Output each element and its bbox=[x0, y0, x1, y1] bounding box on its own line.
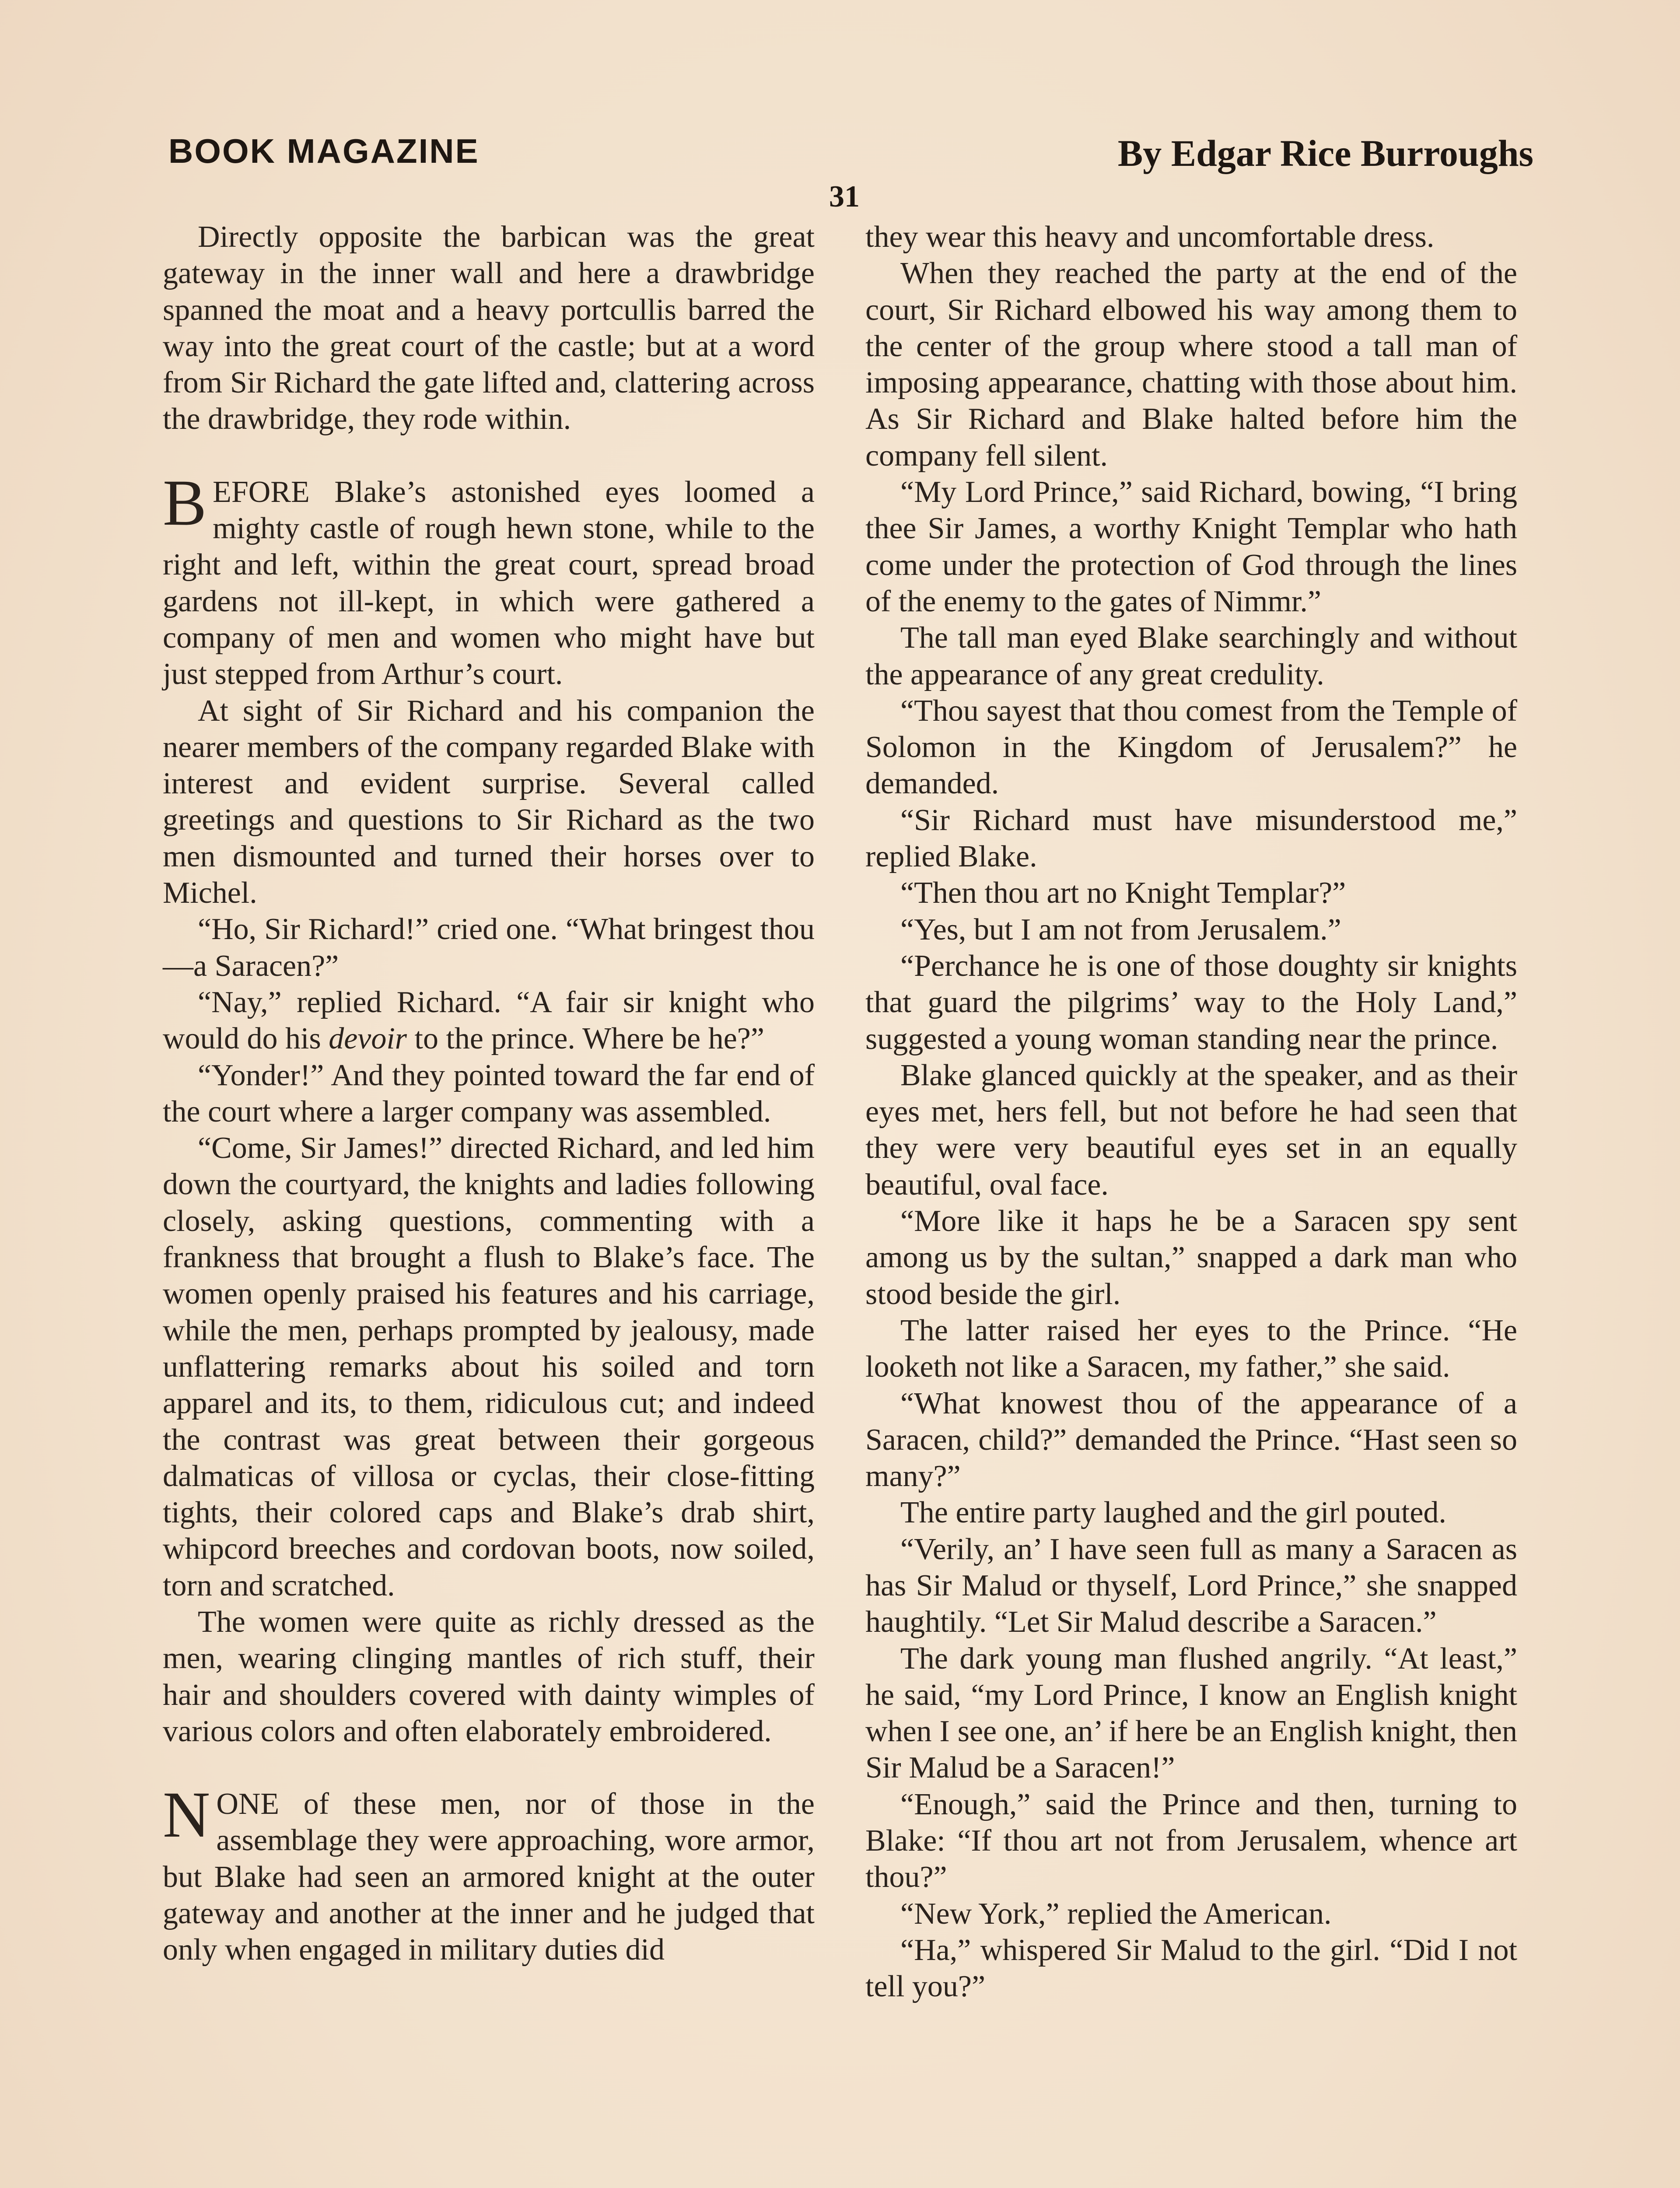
paragraph: “My Lord Prince,” said Richard, bowing, “I bring thee Sir James, a worthy Knight Templar who hath come under the protection of God through the lines of the enemy to the gates of Nimmr.” bbox=[865, 475, 1517, 618]
paragraph: The entire party laughed and the girl pouted. bbox=[900, 1496, 1446, 1530]
text-column-right bbox=[865, 219, 1517, 2005]
paragraph: “More like it haps he be a Saracen spy sent among us by the sultan,” snapped a dark man who stood beside the girl. bbox=[865, 1204, 1517, 1311]
paragraph-text: “Nay,” replied Richard. “A fair sir knight who would do his bbox=[163, 985, 815, 1056]
paragraph: “What knowest thou of the appearance of a Saracen, child?” demanded the Prince. “Hast seen so many?” bbox=[865, 1386, 1517, 1494]
paragraph bbox=[163, 984, 815, 1057]
drop-cap: N bbox=[163, 1778, 210, 1851]
paragraph: “Come, Sir James!” directed Richard, and led him down the courtyard, the knights and ladies following closely, asking questions, commenting with a frankness that brought a flush to Blake’s face. The women openly praised his features and his carriage, while the men, perhaps prompted by jealousy, made unflattering remarks about his soiled and torn apparel and its, to them, ridiculous cut; and indeed the contrast was great between their gorgeous dalmaticas of villosa or cyclas, their close-fitting tights, their colored caps and Blake’s drab shirt, whipcord breeches and cordovan boots, now soiled, torn and scratched. bbox=[163, 1131, 815, 1602]
paragraph: they wear this heavy and uncomfortable dress. bbox=[865, 220, 1435, 254]
paragraph: “Perchance he is one of those doughty sir knights that guard the pilgrims’ way to the Holy Land,” suggested a young woman standing near the prince. bbox=[865, 949, 1517, 1056]
paragraph: The tall man eyed Blake searchingly and without the appearance of any great credulity. bbox=[865, 621, 1517, 691]
paragraph: “Ha,” whispered Sir Malud to the girl. “Did I not tell you?” bbox=[865, 1933, 1517, 2004]
paragraph: At sight of Sir Richard and his companion the nearer members of the company regarded Blake with interest and evident surprise. Several called greetings and questions to Sir Richard as the two men dismounted and turned their horses over to Michel. bbox=[163, 694, 815, 910]
author-byline: By Edgar Rice Burroughs bbox=[1117, 132, 1533, 174]
running-head bbox=[168, 131, 1533, 184]
page-number: 31 bbox=[829, 180, 860, 214]
section-opening-paragraph bbox=[163, 1778, 815, 1968]
text-column-left bbox=[163, 219, 815, 1968]
paragraph: Directly opposite the barbican was the great gateway in the inner wall and here a drawbridge spanned the moat and a heavy portcullis barred the way into the great court of the castle; but at a word from Sir Richard the gate lifted and, clattering across the drawbridge, they rode within. bbox=[163, 220, 815, 436]
magazine-title: BOOK MAGAZINE bbox=[168, 132, 480, 170]
drop-cap: B bbox=[163, 466, 207, 539]
small-caps-lead: ONE bbox=[216, 1787, 280, 1821]
paragraph: “Thou sayest that thou comest from the Temple of Solomon in the Kingdom of Jerusalem?” he demanded. bbox=[865, 694, 1517, 801]
paragraph: “Sir Richard must have misunderstood me,” replied Blake. bbox=[865, 803, 1517, 874]
paragraph: “Enough,” said the Prince and then, turning to Blake: “If thou art not from Jerusalem, whence art thou?” bbox=[865, 1787, 1517, 1894]
paragraph: “Then thou art no Knight Templar?” bbox=[900, 876, 1346, 910]
paragraph: Blake glanced quickly at the speaker, and as their eyes met, hers fell, but not before he had seen that they were very beautiful eyes set in an equally beautiful, oval face. bbox=[865, 1058, 1517, 1202]
small-caps-lead: EFORE bbox=[213, 475, 310, 509]
italic-word: devoir bbox=[329, 1022, 407, 1056]
paragraph: The latter raised her eyes to the Prince. “He looketh not like a Saracen, my father,” she said. bbox=[865, 1313, 1517, 1384]
paragraph-text: to the prince. Where be he?” bbox=[407, 1022, 764, 1056]
paragraph: The dark young man flushed angrily. “At least,” he said, “my Lord Prince, I know an English knight when I see one, an’ if here be an English knight, then Sir Malud be a Saracen!” bbox=[865, 1641, 1517, 1785]
paragraph-text: Blake’s astonished eyes loomed a mighty castle of rough hewn stone, while to the right and left, within the great court, spread broad gardens not ill-kept, in which were gathered a company of men and women who might have but just stepped from Arthur’s court. bbox=[163, 475, 815, 691]
paragraph: “New York,” replied the American. bbox=[900, 1897, 1332, 1931]
paragraph: “Verily, an’ I have seen full as many a Saracen as has Sir Malud or thyself, Lord Prince,” she snapped haughtily. “Let Sir Malud describe a Saracen.” bbox=[865, 1532, 1517, 1639]
paragraph-text: of these men, nor of those in the assemblage they were approaching, wore armor, but Blake had seen an armored knight at the outer gateway and another at the inner and he judged that only when engaged in military duties did bbox=[163, 1787, 815, 1967]
paragraph: “Yonder!” And they pointed toward the far end of the court where a larger company was assembled. bbox=[163, 1058, 815, 1129]
section-opening-paragraph bbox=[163, 466, 815, 693]
paragraph: The women were quite as richly dressed as the men, wearing clinging mantles of rich stuff, their hair and shoulders covered with dainty wimples of various colors and often elaborately embroidered. bbox=[163, 1605, 815, 1748]
paragraph: “Yes, but I am not from Jerusalem.” bbox=[900, 912, 1341, 947]
paragraph: When they reached the party at the end of the court, Sir Richard elbowed his way among them to the center of the group where stood a tall man of imposing appearance, chatting with those about him. As Sir Richard and Blake halted before him the company fell silent. bbox=[865, 256, 1517, 473]
paragraph: “Ho, Sir Richard!” cried one. “What bringest thou—a Saracen?” bbox=[163, 912, 815, 983]
